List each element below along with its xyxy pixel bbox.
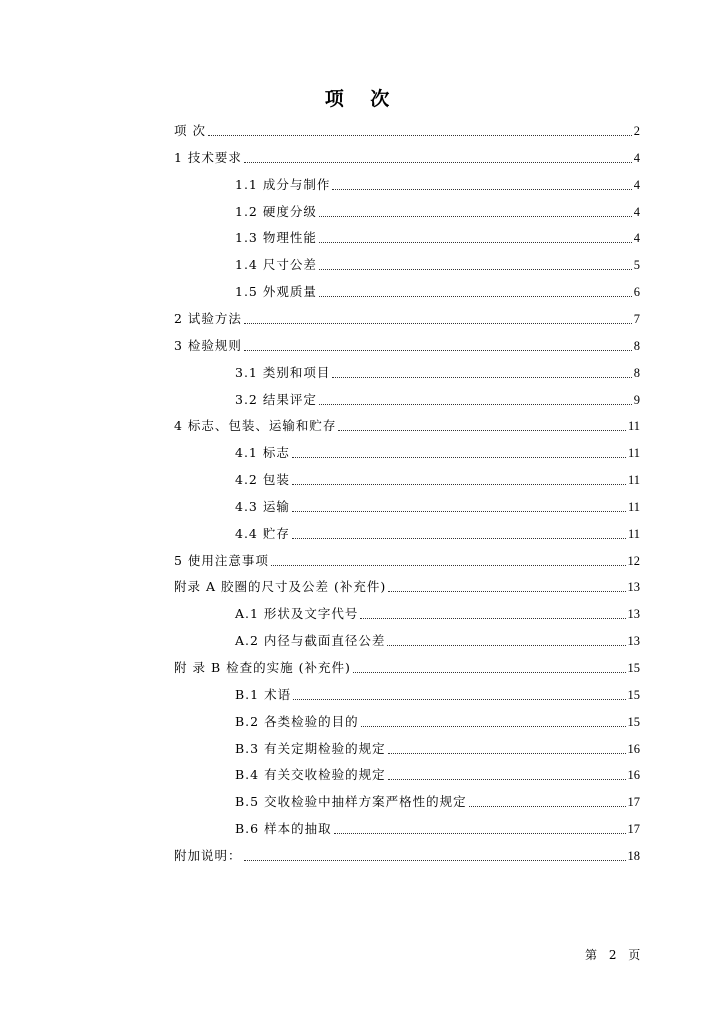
toc-entry-page-number: 2 (633, 124, 640, 138)
toc-leader-dots (208, 135, 632, 136)
toc-entry-page-number: 6 (633, 285, 640, 300)
toc-leader-dots (338, 430, 626, 431)
toc-leader-dots (292, 457, 626, 458)
toc-entry-page-number: 4 (633, 177, 640, 192)
toc-leader-dots (292, 484, 626, 485)
toc-leader-dots (244, 860, 626, 861)
toc-entry-label: 附加说明： (174, 847, 242, 863)
toc-entry[interactable] (174, 334, 640, 354)
toc-entry-page-number: 12 (627, 553, 640, 568)
toc-entry[interactable] (235, 817, 640, 837)
toc-entry-page-number: 15 (627, 687, 640, 702)
toc-entry[interactable] (174, 656, 640, 676)
toc-entry-page-number: 5 (633, 258, 640, 273)
toc-entry-page-number: 11 (627, 499, 640, 514)
toc-entry-label: B.1 术语 (235, 686, 292, 702)
toc-entry[interactable] (235, 790, 640, 810)
toc-entry-label: B.4 有关交收检验的规定 (235, 767, 386, 783)
toc-leader-dots (319, 296, 632, 297)
toc-entry-page-number: 15 (627, 714, 640, 729)
toc-leader-dots (244, 323, 632, 324)
toc-entry[interactable] (174, 414, 640, 434)
toc-leader-dots (361, 726, 626, 727)
toc-entry-page-number: 17 (627, 822, 640, 837)
toc-entry[interactable] (235, 361, 640, 381)
toc-leader-dots (388, 753, 626, 754)
toc-entry-label: A.2 内径与截面直径公差 (235, 633, 386, 649)
toc-leader-dots (319, 404, 632, 405)
toc-entry-label: 5 使用注意事项 (174, 552, 269, 568)
toc-entry[interactable] (235, 629, 640, 649)
toc-entry-label: 4.4 贮存 (235, 525, 290, 541)
toc-leader-dots (292, 538, 626, 539)
toc-entry[interactable] (235, 468, 640, 488)
toc-entry-page-number: 8 (633, 365, 640, 380)
toc-entry-label: 1.4 尺寸公差 (235, 257, 317, 273)
toc-entry-label: 附录 A 胶圈的尺寸及公差 (补充件) (174, 579, 387, 595)
toc-leader-dots (319, 216, 632, 217)
toc-entry-label: 2 试验方法 (174, 310, 242, 326)
toc-entry[interactable] (235, 602, 640, 622)
toc-entry[interactable] (235, 253, 640, 273)
page-title: 项 次 (324, 88, 400, 110)
toc-entry-page-number: 4 (633, 231, 640, 246)
toc-entry-page-number: 17 (627, 795, 640, 810)
toc-leader-dots (292, 511, 626, 512)
toc-entry[interactable] (235, 280, 640, 300)
toc-entry[interactable] (235, 522, 640, 542)
toc-entry-label: B.3 有关定期检验的规定 (235, 740, 386, 756)
toc-entry-label: 1.1 成分与制作 (235, 176, 331, 192)
toc-entry-page-number: 16 (627, 741, 640, 756)
toc-entry-label: B.5 交收检验中抽样方案严格性的规定 (235, 794, 467, 810)
toc-entry[interactable] (235, 710, 640, 730)
toc-leader-dots (334, 833, 626, 834)
toc-entry[interactable] (174, 307, 640, 327)
toc-entry[interactable] (235, 388, 640, 408)
toc-leader-dots (319, 269, 632, 270)
toc-entry-page-number: 4 (633, 204, 640, 219)
toc-entry-page-number: 15 (627, 661, 640, 675)
toc-entry-label: B.6 样本的抽取 (235, 821, 332, 837)
toc-entry[interactable] (235, 226, 640, 246)
toc-leader-dots (271, 565, 626, 566)
toc-entry-label: 3 检验规则 (174, 337, 242, 353)
toc-entry-page-number: 11 (627, 419, 640, 434)
toc-entry-label: 4.3 运输 (235, 498, 290, 514)
toc-entry-label: B.2 各类检验的目的 (235, 713, 359, 729)
toc-entry[interactable] (235, 763, 640, 783)
toc-entry[interactable] (174, 119, 640, 139)
toc-entry-label: 项 次 (174, 123, 206, 138)
toc-entry-page-number: 11 (627, 446, 640, 461)
toc-leader-dots (293, 699, 625, 700)
toc-entry-page-number: 11 (627, 473, 640, 488)
toc-entry-page-number: 13 (627, 580, 640, 595)
toc-entry-label: 4.2 包装 (235, 472, 290, 488)
toc-entry[interactable] (235, 200, 640, 220)
toc-entry[interactable] (235, 683, 640, 703)
toc-entry-page-number: 11 (627, 526, 640, 541)
toc-leader-dots (332, 189, 631, 190)
toc-entry-label: 1.3 物理性能 (235, 230, 317, 246)
toc-leader-dots (332, 377, 631, 378)
toc-entry[interactable] (174, 549, 640, 569)
toc-entry-label: 1 技术要求 (174, 149, 242, 165)
toc-entry-label: 3.1 类别和项目 (235, 364, 331, 380)
toc-entry-page-number: 9 (633, 392, 640, 407)
toc-entry-label: 1.5 外观质量 (235, 284, 317, 300)
toc-leader-dots (244, 162, 632, 163)
toc-entry-label: 4.1 标志 (235, 445, 290, 461)
toc-entry[interactable] (235, 173, 640, 193)
toc-leader-dots (244, 350, 632, 351)
toc-leader-dots (353, 672, 626, 673)
toc-leader-dots (319, 242, 632, 243)
toc-entry-page-number: 16 (627, 768, 640, 783)
toc-entry-page-number: 13 (627, 607, 640, 622)
toc-entry[interactable] (174, 146, 640, 166)
toc-entry[interactable] (235, 495, 640, 515)
page-number-footer: 第 2 页 (585, 948, 645, 962)
toc-leader-dots (387, 645, 625, 646)
toc-entry-page-number: 7 (633, 311, 640, 326)
toc-entry-label: 附 录 B 检查的实施 (补充件) (174, 660, 351, 675)
toc-entry-page-number: 8 (633, 338, 640, 353)
toc-entry[interactable] (174, 575, 640, 595)
toc-leader-dots (388, 779, 626, 780)
toc-entry[interactable] (174, 844, 640, 864)
toc-leader-dots (388, 591, 625, 592)
toc-entry-label: 4 标志、包装、运输和贮存 (174, 418, 337, 434)
toc-entry[interactable] (235, 441, 640, 461)
toc-entry-page-number: 4 (633, 150, 640, 165)
toc-entry-page-number: 18 (627, 848, 640, 863)
toc-leader-dots (469, 806, 626, 807)
toc-leader-dots (360, 618, 625, 619)
toc-entry-label: 1.2 硬度分级 (235, 203, 317, 219)
toc-entry[interactable] (235, 737, 640, 757)
toc-entry-label: 3.2 结果评定 (235, 391, 317, 407)
toc-entry-page-number: 13 (627, 634, 640, 649)
toc-entry-label: A.1 形状及文字代号 (235, 606, 359, 622)
